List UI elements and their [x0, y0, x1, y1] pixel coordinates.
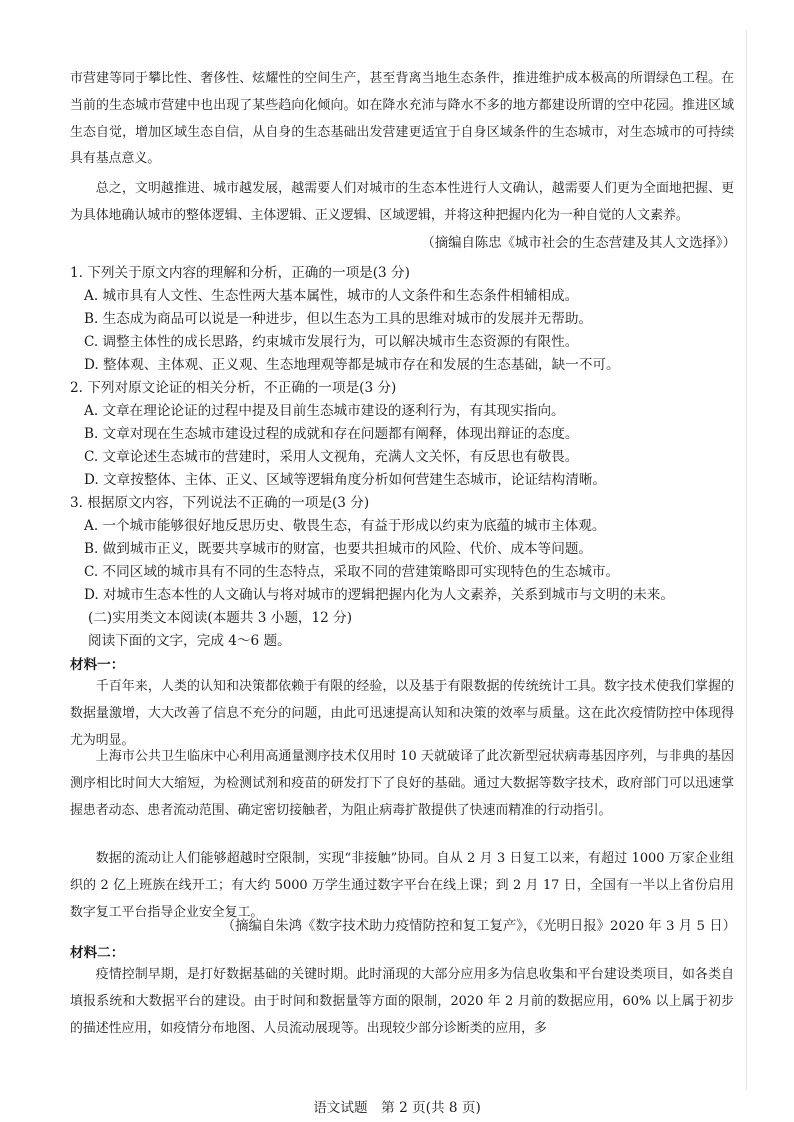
- page-footer: 语文试题 第 2 页(共 8 页): [313, 1100, 481, 1116]
- material-1-paragraph-3: 数据的流动让人们能够超越时空限制，实现“非接触”协同。自从 2 月 3 日复工以来，有超过 1000 万家企业组织的 2 亿上班族在线开工；有大约 5000 万学生通过数字平台在线上课；到 2 月 17 日，全国有一半以上省份启用数字复工平台指导企业安全复工。: [70, 851, 734, 920]
- material-1-source: （摘编自朱鸿《数字技术助力疫情防控和复工复产》，《光明日报》2020 年 3 月 5 日）: [221, 919, 736, 934]
- question-3-option-a: A. 一个城市能够很好地反思历史、敬畏生态，有益于形成以约束为底蕴的城市主体观。: [84, 518, 606, 534]
- question-2-option-c: C. 文章论述生态城市的营建时，采用人文视角，充满人文关怀，有反思也有敬畏。: [84, 449, 579, 465]
- question-1-option-c: C. 调整主体性的成长思路，约束城市发展行为，可以解决城市生态资源的有限性。: [84, 334, 579, 350]
- question-2-option-b: B. 文章对现在生态城市建设过程的成就和存在问题都有阐释，体现出辩证的态度。: [84, 426, 579, 442]
- question-3-option-b: B. 做到城市正义，既要共享城市的财富，也要共担城市的风险、代价、成本等问题。: [84, 541, 593, 557]
- question-1-stem: 1. 下列关于原文内容的理解和分析，正确的一项是(3 分): [70, 265, 410, 281]
- material-2-label: 材料二：: [70, 945, 125, 961]
- material-1-paragraph-1: 千百年来，人类的认知和决策都依赖于有限的经验，以及基于有限数据的传统统计工具。数字技术使我们掌握的数据量激增，大大改善了信息不充分的问题，由此可迅速提高认知和决策的效率与质量。这在此次疫情防控中体现得尤为明显。: [70, 679, 734, 748]
- question-3-option-c: C. 不同区域的城市具有不同的生态特点，采取不同的营建策略即可实现特色的生态城市。: [84, 564, 620, 580]
- section-instruction: 阅读下面的文字，完成 4～6 题。: [88, 633, 291, 649]
- material-1-paragraph-2: 上海市公共卫生临床中心利用高通量测序技术仅用时 10 天就破译了此次新型冠状病毒基因序列，与非典的基因测序相比时间大大缩短，为检测试剂和疫苗的研发打下了良好的基础。通过大数据等数字技术，政府部门可以迅速掌握患者动态、患者流动范围、确定密切接触者，为阻止病毒扩散提供了快速而精准的行动指引。: [70, 749, 734, 818]
- question-1-option-d: D. 整体观、主体观、正义观、生态地理观等都是城市存在和发展的生态基础，缺一不可。: [84, 357, 620, 373]
- passage-conclusion-paragraph: 总之，文明越推进、城市越发展，越需要人们对城市的生态本性进行人文确认，越需要人们更为全面地把握、更为具体地确认城市的整体逻辑、主体逻辑、正义逻辑、区域逻辑，并将这种把握内化为一种自觉的人文素养。: [70, 181, 734, 223]
- material-1-label: 材料一：: [70, 657, 125, 673]
- passage-source: （摘编自陈忠《城市社会的生态营建及其人文选择》）: [421, 236, 736, 251]
- passage-paragraph: 市营建等同于攀比性、奢侈性、炫耀性的空间生产，甚至背离当地生态条件，推进维护成本极高的所谓绿色工程。在当前的生态城市营建中也出现了某些趋向化倾向。如在降水充沛与降水不多的地方都建设所谓的空中花园。推进区域生态自觉，增加区域生态自信，从自身的生态基础出发营建更适宜于自身区域条件的生态城市，对生态城市的可持续具有基点意义。: [70, 71, 734, 167]
- question-2-option-d: D. 文章按整体、主体、正义、区域等逻辑角度分析如何营建生态城市，论证结构清晰。: [84, 472, 607, 488]
- question-2-option-a: A. 文章在理论论证的过程中提及目前生态城市建设的逐利行为，有其现实指向。: [84, 403, 565, 419]
- question-1-option-b: B. 生态成为商品可以说是一种进步，但以生态为工具的思维对城市的发展并无帮助。: [84, 311, 593, 327]
- question-3-stem: 3. 根据原文内容，下列说法不正确的一项是(3 分): [70, 495, 370, 511]
- question-1-option-a: A. 城市具有人文性、生态性两大基本属性，城市的人文条件和生态条件相辅相成。: [84, 288, 579, 304]
- scan-edge-line: [746, 30, 747, 1090]
- section-heading: (二)实用类文本阅读(本题共 3 小题，12 分): [88, 610, 353, 626]
- material-2-paragraph-1: 疫情控制早期，是打好数据基础的关键时期。此时涌现的大部分应用多为信息收集和平台建设类项目，如各类自填报系统和大数据平台的建设。由于时间和数据量等方面的限制，2020 年 2 月前的数据应用，60% 以上属于初步的描述性应用，如疫情分布地图、人员流动展现等。出现较少部分诊断类的应用，多: [70, 967, 734, 1036]
- question-2-stem: 2. 下列对原文论证的相关分析，不正确的一项是(3 分): [70, 380, 397, 396]
- question-3-option-d: D. 对城市生态本性的人文确认与将对城市的逻辑把握内化为人文素养，关系到城市与文明的未来。: [84, 587, 674, 603]
